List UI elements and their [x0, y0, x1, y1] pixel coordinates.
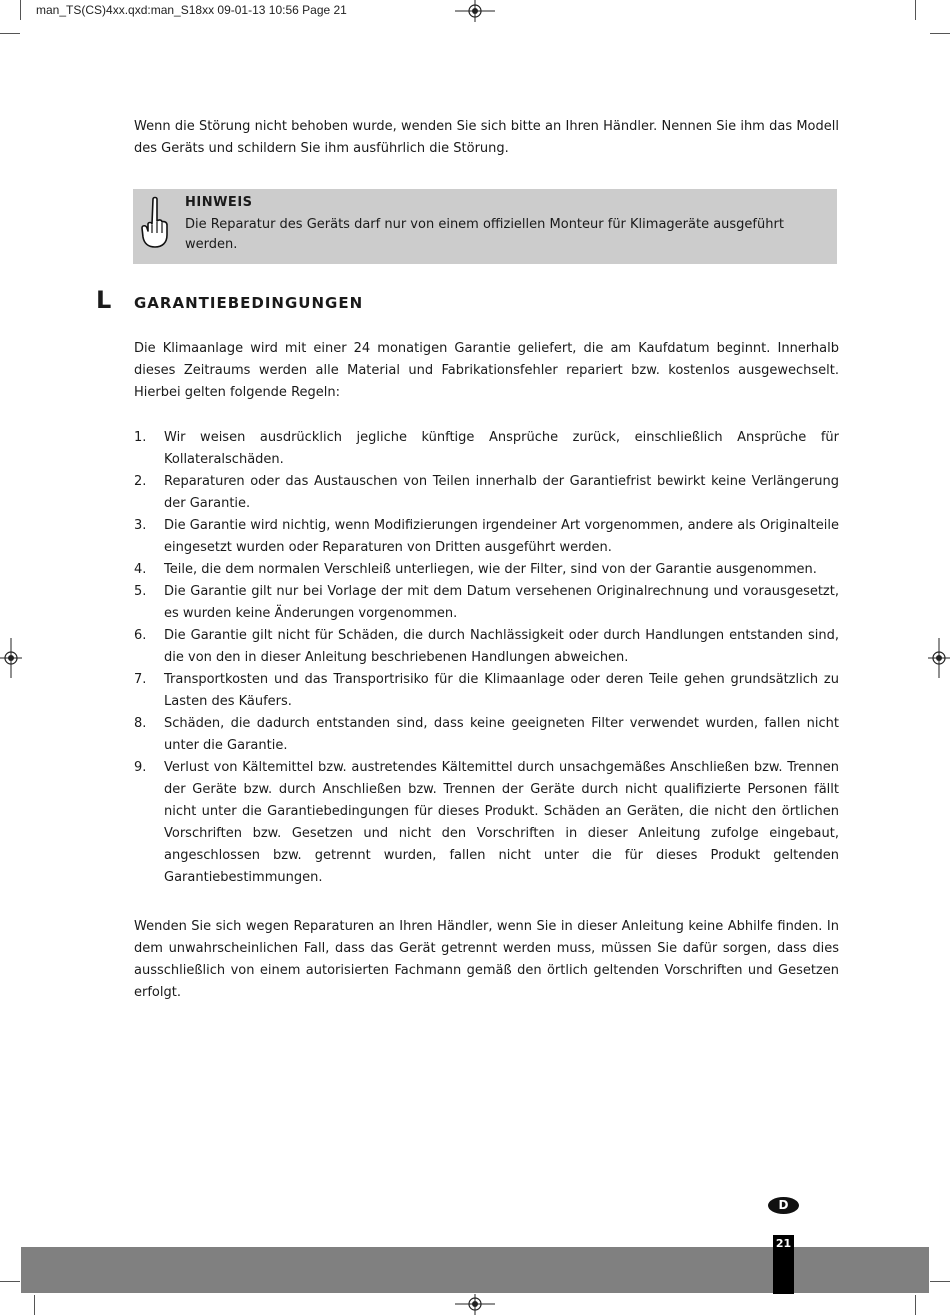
- registration-mark-icon: [455, 1294, 495, 1315]
- list-item-text: Teile, die dem normalen Verschleiß unterliegen, wie der Filter, sind von der Garantie ausgenommen.: [164, 562, 817, 577]
- crop-mark-top-left-h: [0, 33, 20, 34]
- list-item: [134, 625, 839, 669]
- list-item: [134, 515, 839, 559]
- list-item-text: Verlust von Kältemittel bzw. austretendes Kältemittel durch unsachgemäßes Anschließen bzw. Trennen der Geräte bzw. durch Anschließen bzw. Trennen der Geräte durch nicht qualifizierte Personen fällt nicht unter die Garantiebedingungen für dieses Produkt. Schäden an Geräten, die nicht den örtlichen Vorschriften bzw. Gesetzen und nicht den Vorschriften in dieser Anleitung zufolge eingebaut, angeschlossen bzw. getrennt wurden, fallen nicht unter die für dieses Produkt geltenden Garantiebestimmungen.: [164, 760, 839, 885]
- list-item-number: 9.: [134, 760, 147, 775]
- crop-mark-bottom-left-h: [0, 1281, 20, 1282]
- print-slug: man_TS(CS)4xx.qxd:man_S18xx 09-01-13 10:56 Page 21: [36, 3, 347, 17]
- crop-mark-bottom-left-v: [34, 1295, 35, 1315]
- note-text: Die Reparatur des Geräts darf nur von einem offiziellen Monteur für Klimageräte ausgeführt werden.: [185, 217, 784, 252]
- page-number: 21: [773, 1235, 794, 1294]
- section-letter: L: [96, 286, 112, 314]
- list-item-text: Wir weisen ausdrücklich jegliche künftige Ansprüche zurück, einschließlich Ansprüche für Kollateralschäden.: [164, 430, 839, 467]
- crop-mark-top-left-v: [20, 0, 21, 20]
- list-item-number: 7.: [134, 672, 147, 687]
- registration-mark-icon: [928, 638, 950, 678]
- warranty-rules-list: [134, 427, 839, 889]
- list-item: [134, 581, 839, 625]
- list-item-number: 8.: [134, 716, 147, 731]
- list-item-number: 3.: [134, 518, 147, 533]
- list-item: [134, 669, 839, 713]
- list-item-number: 2.: [134, 474, 147, 489]
- list-item-text: Die Garantie gilt nur bei Vorlage der mit dem Datum versehenen Originalrechnung und vorausgesetzt, es wurden keine Änderungen vorgenommen.: [164, 584, 839, 621]
- pointing-hand-icon: [139, 195, 169, 251]
- list-item-number: 5.: [134, 584, 147, 599]
- crop-mark-bottom-right-h: [930, 1281, 950, 1282]
- list-item-number: 1.: [134, 430, 147, 445]
- section-title: GARANTIEBEDINGUNGEN: [134, 294, 364, 312]
- note-box: [133, 189, 837, 264]
- language-badge: D: [768, 1197, 799, 1214]
- list-item: [134, 713, 839, 757]
- list-item-number: 6.: [134, 628, 147, 643]
- intro-paragraph: Wenn die Störung nicht behoben wurde, wenden Sie sich bitte an Ihren Händler. Nennen Sie ihm das Modell des Geräts und schildern Sie ihm ausführlich die Störung.: [134, 119, 839, 156]
- section-intro-paragraph: Die Klimaanlage wird mit einer 24 monatigen Garantie geliefert, die am Kaufdatum beginnt. Innerhalb dieses Zeitraums werden alle Material und Fabrikationsfehler repariert bzw. kostenlos ausgewechselt. Hierbei gelten folgende Regeln:: [134, 341, 839, 400]
- list-item-text: Die Garantie gilt nicht für Schäden, die durch Nachlässigkeit oder durch Handlungen entstanden sind, die von den in dieser Anleitung beschriebenen Handlungen abweichen.: [164, 628, 839, 665]
- list-item-text: Transportkosten und das Transportrisiko für die Klimaanlage oder deren Teile gehen grundsätzlich zu Lasten des Käufers.: [164, 672, 839, 709]
- closing-paragraph: Wenden Sie sich wegen Reparaturen an Ihren Händler, wenn Sie in dieser Anleitung keine Abhilfe finden. In dem unwahrscheinlichen Fall, dass das Gerät getrennt werden muss, müssen Sie dafür sorgen, dass dies ausschließlich von einem autorisierten Fachmann gemäß den örtlich geltenden Vorschriften und Gesetzen erfolgt.: [134, 919, 839, 1000]
- list-item: [134, 427, 839, 471]
- crop-mark-bottom-right-v: [915, 1295, 916, 1315]
- list-item-number: 4.: [134, 562, 147, 577]
- note-title: HINWEIS: [185, 195, 253, 210]
- list-item: [134, 757, 839, 889]
- list-item: [134, 559, 839, 581]
- list-item: [134, 471, 839, 515]
- list-item-text: Reparaturen oder das Austauschen von Teilen innerhalb der Garantiefrist bewirkt keine Verlängerung der Garantie.: [164, 474, 839, 511]
- registration-mark-icon: [455, 0, 495, 22]
- list-item-text: Die Garantie wird nichtig, wenn Modifizierungen irgendeiner Art vorgenommen, andere als Originalteile eingesetzt wurden oder Reparaturen von Dritten ausgeführt werden.: [164, 518, 839, 555]
- registration-mark-icon: [0, 638, 22, 678]
- crop-mark-top-right-v: [915, 0, 916, 20]
- list-item-text: Schäden, die dadurch entstanden sind, dass keine geeigneten Filter verwendet wurden, fallen nicht unter die Garantie.: [164, 716, 839, 753]
- crop-mark-top-right-h: [930, 33, 950, 34]
